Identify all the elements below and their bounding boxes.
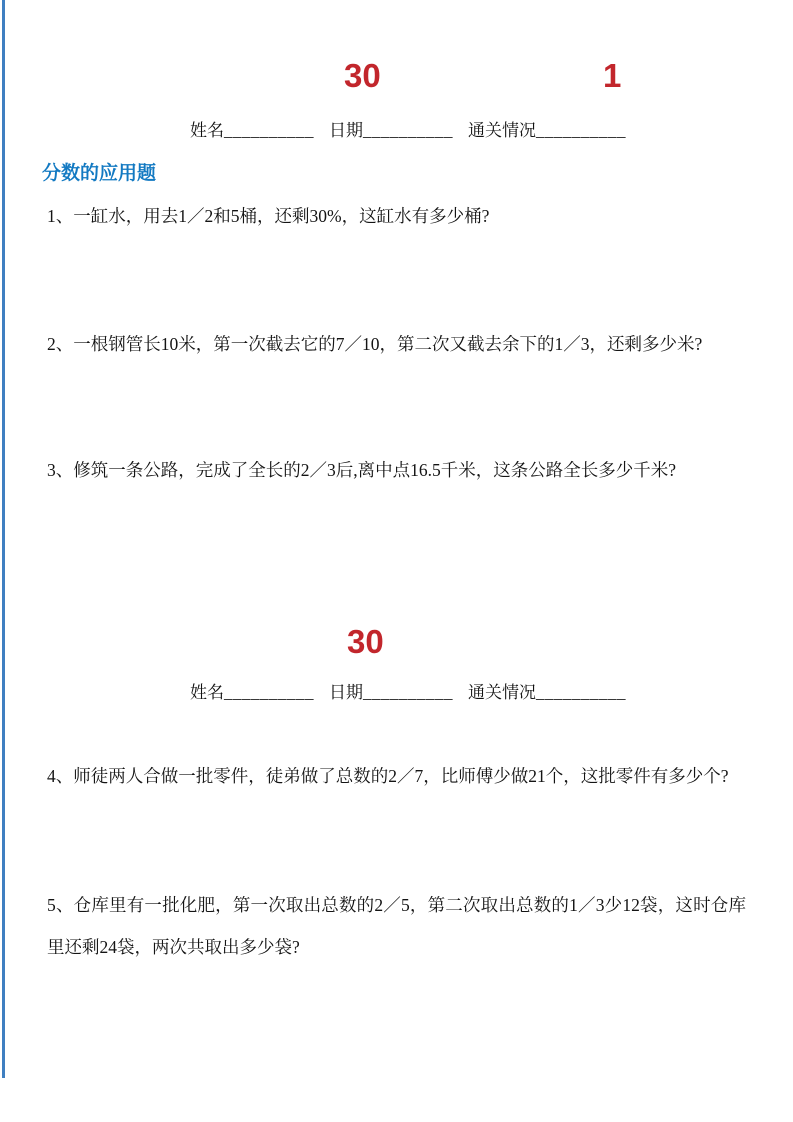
date-field (329, 682, 453, 704)
question-5-line-2: 里还剩24袋，两次共取出多少袋? (47, 937, 300, 957)
page-number: 1 (603, 57, 622, 94)
header-fields-section1 (190, 120, 626, 142)
pass-status-field (468, 682, 626, 704)
question-2: 2、一根钢管长10米，第一次截去它的7／10，第二次又截去余下的1／3，还剩多少米? (47, 334, 703, 354)
name-blank-line: __________ (224, 121, 314, 140)
score-value-section2: 30 (347, 623, 384, 660)
section-heading-fraction-problems: 分数的应用题 (42, 163, 157, 184)
question-3: 3、修筑一条公路，完成了全长的2／3后,离中点16.5千米，这条公路全长多少千米? (47, 460, 677, 480)
name-field-label: 姓名 (190, 121, 224, 140)
name-field (190, 120, 314, 142)
pass-status-label: 通关情况 (468, 683, 536, 702)
name-field (190, 682, 314, 704)
pass-status-field (468, 120, 626, 142)
page-left-border-line (2, 0, 5, 1078)
question-5-line-1: 5、仓库里有一批化肥，第一次取出总数的2／5，第二次取出总数的1／3少12袋，这时仓库 (47, 895, 746, 915)
date-field-label: 日期 (329, 121, 363, 140)
pass-status-label: 通关情况 (468, 121, 536, 140)
date-blank-line: __________ (363, 121, 453, 140)
question-1: 1、一缸水，用去1／2和5桶，还剩30%，这缸水有多少桶? (47, 206, 490, 226)
name-field-label: 姓名 (190, 683, 224, 702)
date-field-label: 日期 (329, 683, 363, 702)
pass-status-blank-line: __________ (536, 121, 626, 140)
question-5 (47, 893, 749, 959)
name-blank-line: __________ (224, 683, 314, 702)
pass-status-blank-line: __________ (536, 683, 626, 702)
question-4: 4、师徒两人合做一批零件，徒弟做了总数的2／7，比师傅少做21个，这批零件有多少个? (47, 766, 729, 786)
score-value-section1: 30 (344, 57, 381, 94)
date-field (329, 120, 453, 142)
header-fields-section2 (190, 682, 626, 704)
date-blank-line: __________ (363, 683, 453, 702)
